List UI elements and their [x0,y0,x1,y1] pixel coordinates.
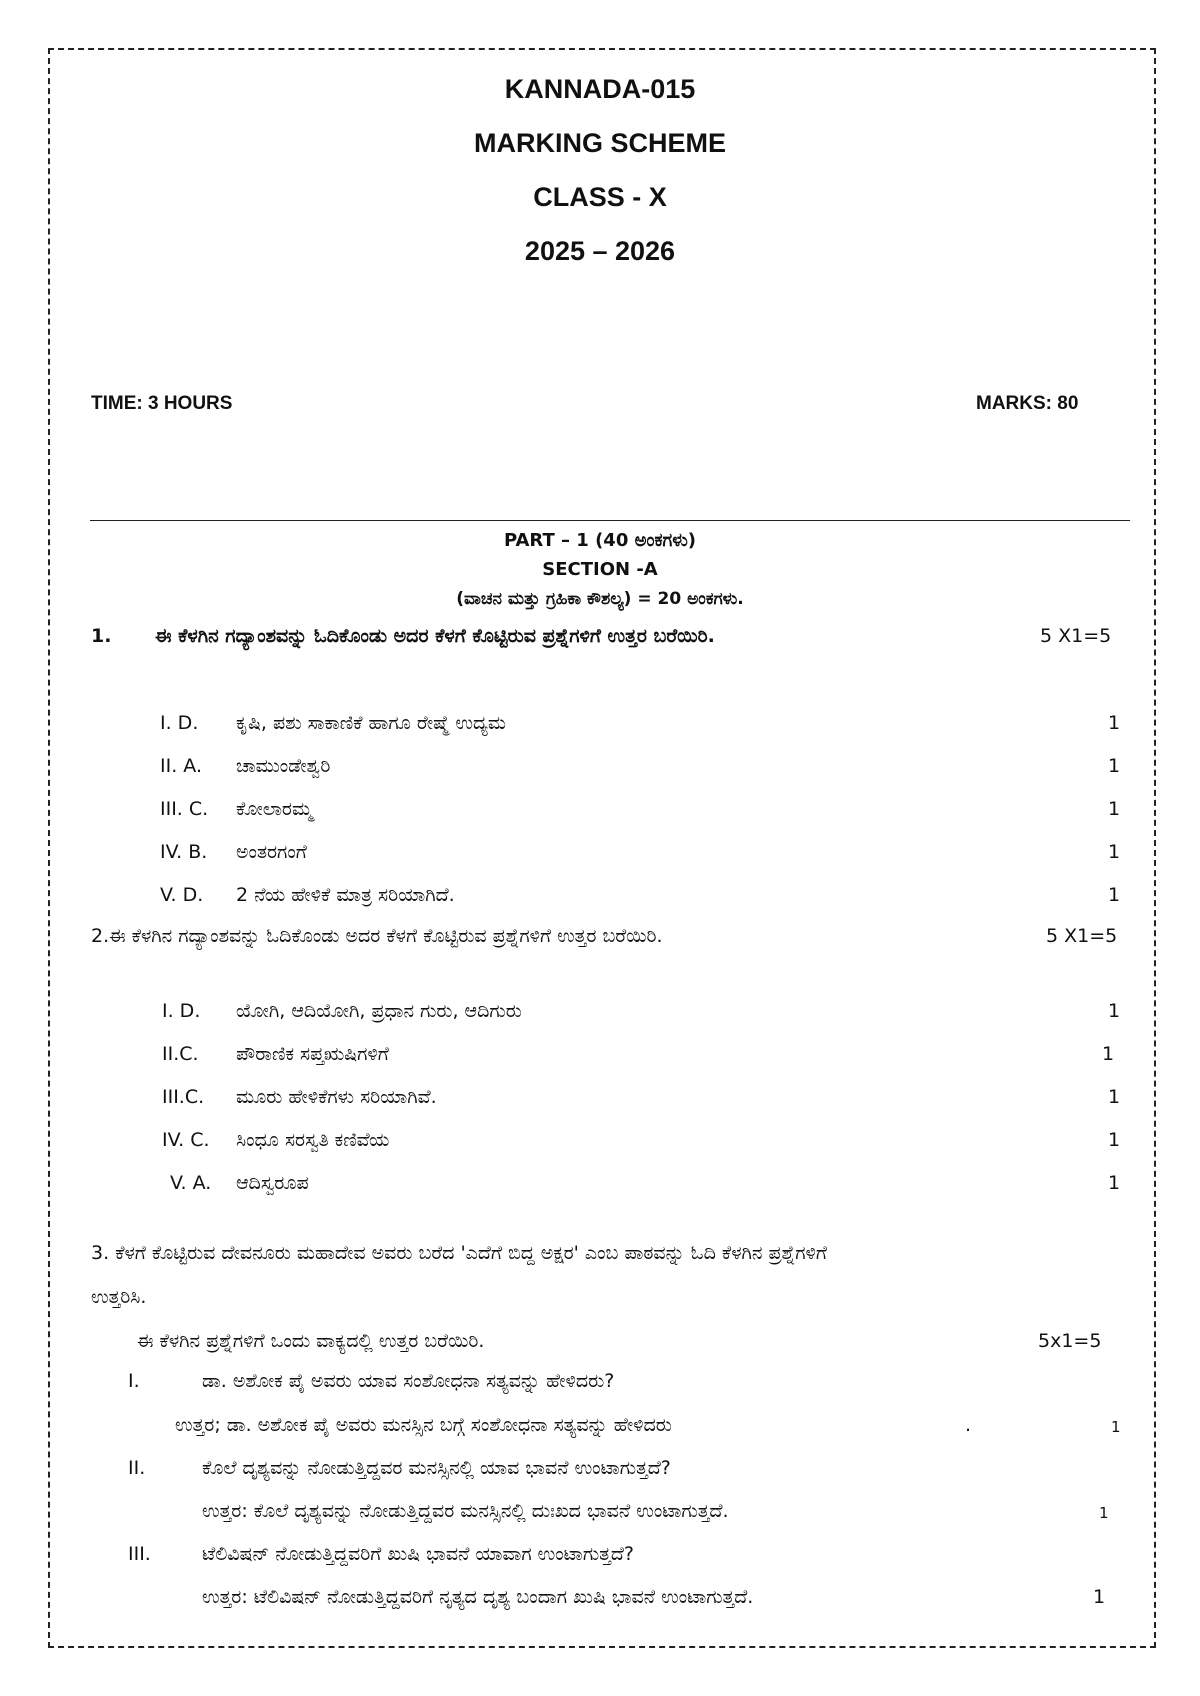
q3-item-answer: ಉತ್ತರ; ಡಾ. ಅಶೋಕ ಪೈ ಅವರು ಮನಸ್ಸಿನ ಬಗ್ಗೆ ಸಂಶೋಧನಾ ಸತ್ಯವನ್ನು ಹೇಳಿದರು [175,1414,672,1436]
q3-item-answer: ಉತ್ತರ: ಟೆಲಿವಿಷನ್ ನೋಡುತ್ತಿದ್ದವರಿಗೆ ನೃತ್ಯದ ದೃಶ್ಯ ಬಂದಾಗ ಖುಷಿ ಭಾವನೆ ಉಂಟಾಗುತ್ತದೆ. [202,1586,754,1608]
q1-answer-label: III. C. [160,798,209,820]
q2-question: 2.ಈ ಕೆಳಗಿನ ಗದ್ಯಾಂಶವನ್ನು ಓದಿಕೊಂಡು ಅದರ ಕೆಳಗೆ ಕೊಟ್ಟಿರುವ ಪ್ರಶ್ನೆಗಳಿಗೆ ಉತ್ತರ ಬರೆಯಿರಿ. [91,925,663,947]
marks-label: MARKS: 80 [976,393,1079,414]
class-label: CLASS - X [533,182,667,212]
q1-answer-mark: 1 [1108,755,1121,777]
divider [90,520,1130,521]
q3-item-question: ಟೆಲಿವಿಷನ್ ನೋಡುತ್ತಿದ್ದವರಿಗೆ ಖುಷಿ ಭಾವನೆ ಯಾವಾಗ ಉಂಟಾಗುತ್ತದೆ? [202,1543,634,1565]
subject-code: KANNADA-015 [504,74,696,104]
q2-answer-mark: 1 [1108,1172,1121,1194]
q2-answer-label: V. A. [170,1172,212,1194]
q3-item-answer: ಉತ್ತರ: ಕೊಲೆ ದೃಶ್ಯವನ್ನು ನೋಡುತ್ತಿದ್ದವರ ಮನಸ್ಸಿನಲ್ಲಿ ದುಃಖದ ಭಾವನೆ ಉಂಟಾಗುತ್ತದೆ. [202,1500,729,1522]
q1-answer-text: ಕೃಷಿ, ಪಶು ಸಾಕಾಣಿಕೆ ಹಾಗೂ ರೇಷ್ಮೆ ಉದ್ಯಮ [236,712,506,734]
q2-answer-text: ಪೌರಾಣಿಕ ಸಪ್ತಋಷಿಗಳಿಗೆ [236,1043,389,1065]
q1-answer-mark: 1 [1108,841,1121,863]
q3-item-mark: 1 [1111,1418,1121,1436]
q3-item-question: ಕೊಲೆ ದೃಶ್ಯವನ್ನು ನೋಡುತ್ತಿದ್ದವರ ಮನಸ್ಸಿನಲ್ಲಿ ಯಾವ ಭಾವನೆ ಉಂಟಾಗುತ್ತದೆ? [202,1457,671,1479]
q1-number: 1. [91,625,112,647]
q3-item-mark: 1 [1093,1586,1106,1608]
q1-answer-label: V. D. [160,884,204,906]
q1-answer-mark: 1 [1108,712,1121,734]
q1-answer-text: ಅಂತರಗಂಗೆ [236,841,307,863]
q1-answer-text: ಚಾಮುಂಡೇಶ್ವರಿ [236,755,331,777]
q2-answer-mark: 1 [1102,1043,1115,1065]
q1-question: ಈ ಕೆಳಗಿನ ಗದ್ಯಾಂಶವನ್ನು ಓದಿಕೊಂಡು ಅದರ ಕೆಳಗೆ ಕೊಟ್ಟಿರುವ ಪ್ರಶ್ನೆಗಳಿಗೆ ಉತ್ತರ ಬರೆಯಿರಿ. [155,625,715,647]
q3-instruction: ಈ ಕೆಳಗಿನ ಪ್ರಶ್ನೆಗಳಿಗೆ ಒಂದು ವಾಕ್ಯದಲ್ಲಿ ಉತ್ತರ ಬರೆಯಿರಿ. [137,1330,485,1352]
part-heading: PART – 1 (40 ಅಂಕಗಳು) [503,530,697,551]
q1-answer-text: ಕೋಲಾರಮ್ಮ [236,798,313,820]
academic-year: 2025 – 2026 [524,236,676,266]
q1-marks: 5 X1=5 [1040,625,1112,647]
q2-answer-mark: 1 [1108,1086,1121,1108]
q2-answer-mark: 1 [1108,1000,1121,1022]
q2-answer-label: I. D. [162,1000,201,1022]
q3-intro: 3. ಕೆಳಗೆ ಕೊಟ್ಟಿರುವ ದೇವನೂರು ಮಹಾದೇವ ಅವರು ಬರೆದ 'ಎದೆಗೆ ಬಿದ್ದ ಅಕ್ಷರ' ಎಂಬ ಪಾಠವನ್ನು ಓದಿ ಕೆಳಗಿನ ಪ್ರಶ್ನೆಗಳಿಗೆ [91,1242,827,1264]
document-type: MARKING SCHEME [473,128,726,158]
q2-answer-text: ಆದಿಸ್ವರೂಪ [236,1172,309,1194]
q1-answer-mark: 1 [1108,798,1121,820]
q3-item-number: II. [128,1457,146,1479]
q2-answer-label: IV. C. [162,1129,210,1151]
q2-answer-label: II.C. [162,1043,199,1065]
q2-answer-text: ಸಿಂಧೂ ಸರಸ್ವತಿ ಕಣಿವೆಯ [236,1129,390,1151]
q1-answer-label: I. D. [160,712,199,734]
q1-answer-mark: 1 [1108,884,1121,906]
section-heading: SECTION -A [542,559,658,580]
q3-item-number: III. [128,1543,151,1565]
q2-answer-text: ಯೋಗಿ, ಆದಿಯೋಗಿ, ಪ್ರಧಾನ ಗುರು, ಆದಿಗುರು [236,1000,522,1022]
q1-answer-label: IV. B. [160,841,208,863]
q2-answer-text: ಮೂರು ಹೇಳಿಕೆಗಳು ಸರಿಯಾಗಿವೆ. [236,1086,437,1108]
q2-marks: 5 X1=5 [1046,925,1118,947]
q3-item-mark: 1 [1099,1504,1109,1522]
q3-item-number: I. [128,1370,140,1392]
q3-intro-continued: ಉತ್ತರಿಸಿ. [91,1286,147,1308]
q3-item-dot: . [965,1414,972,1436]
q1-answer-text: 2 ನೆಯ ಹೇಳಿಕೆ ಮಾತ್ರ ಸರಿಯಾಗಿದೆ. [236,884,455,906]
q2-answer-label: III.C. [162,1086,205,1108]
q2-answer-mark: 1 [1108,1129,1121,1151]
time-label: TIME: 3 HOURS [91,393,233,414]
skill-heading: (ವಾಚನ ಮತ್ತು ಗ್ರಹಿಕಾ ಕೌಶಲ್ಯ) = 20 ಅಂಕಗಳು. [456,589,744,609]
q3-marks: 5x1=5 [1038,1330,1102,1352]
q1-answer-label: II. A. [160,755,202,777]
page-border [48,48,1156,1648]
q3-item-question: ಡಾ. ಅಶೋಕ ಪೈ ಅವರು ಯಾವ ಸಂಶೋಧನಾ ಸತ್ಯವನ್ನು ಹೇಳಿದರು? [202,1370,615,1392]
